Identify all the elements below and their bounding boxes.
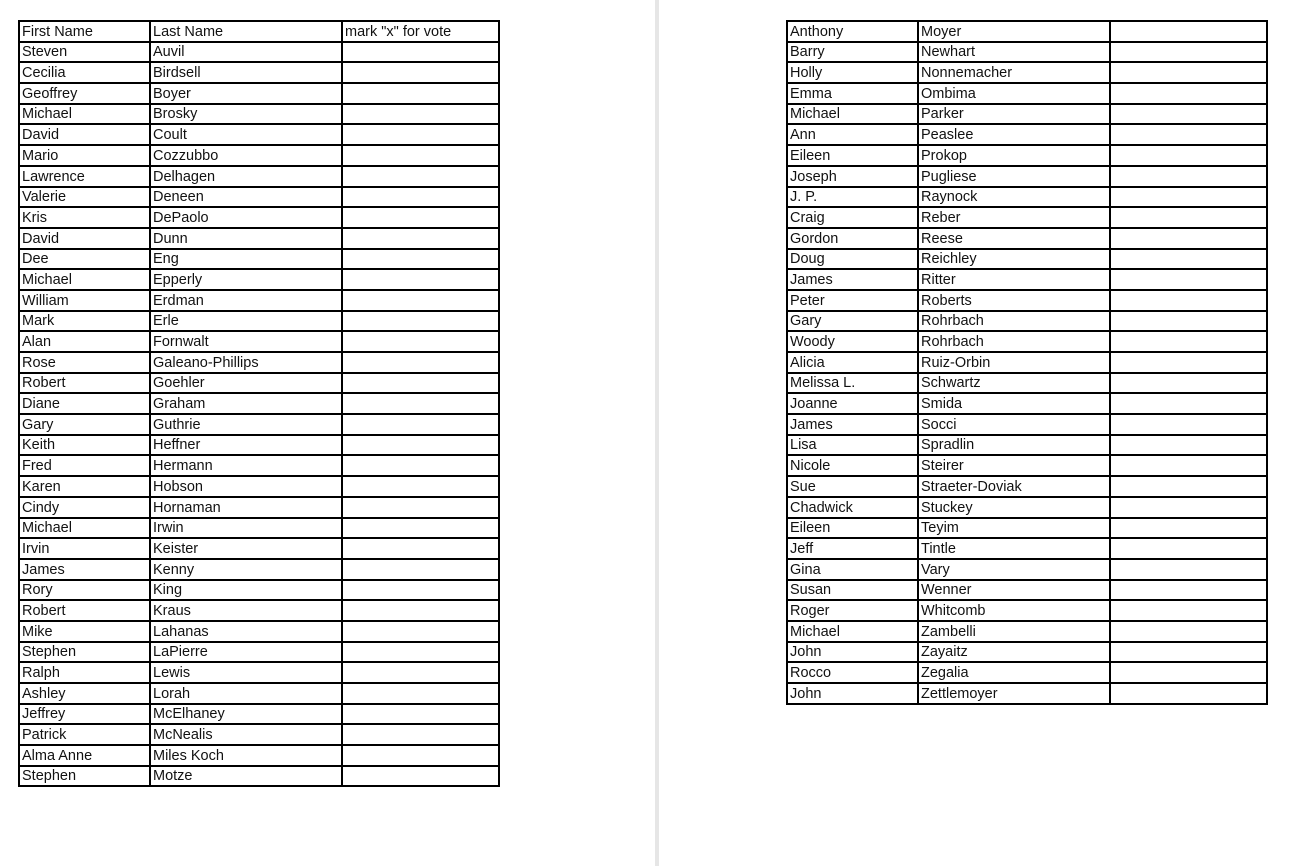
last-name-cell: Schwartz (918, 373, 1110, 394)
last-name-cell: Raynock (918, 187, 1110, 208)
table-row (19, 249, 499, 270)
first-name-cell: Irvin (19, 538, 150, 559)
last-name-cell: Newhart (918, 42, 1110, 63)
last-name-cell: Teyim (918, 518, 1110, 539)
table-row (19, 455, 499, 476)
vote-cell[interactable] (342, 766, 499, 787)
table-row (787, 455, 1267, 476)
vote-cell[interactable] (342, 683, 499, 704)
table-row (19, 269, 499, 290)
first-name-cell: Peter (787, 290, 918, 311)
first-name-cell: Barry (787, 42, 918, 63)
table-row (19, 352, 499, 373)
table-row (19, 580, 499, 601)
first-name-cell: Jeff (787, 538, 918, 559)
last-name-cell: Stuckey (918, 497, 1110, 518)
first-name-cell: Michael (19, 518, 150, 539)
first-name-cell: Rose (19, 352, 150, 373)
first-name-cell: Stephen (19, 642, 150, 663)
header-vote: mark "x" for vote (342, 21, 499, 42)
last-name-cell: Deneen (150, 187, 342, 208)
last-name-cell: Hobson (150, 476, 342, 497)
table-row (19, 704, 499, 725)
vote-cell[interactable] (1110, 580, 1267, 601)
first-name-cell: Steven (19, 42, 150, 63)
first-name-cell: Cecilia (19, 62, 150, 83)
table-row (19, 124, 499, 145)
vote-cell[interactable] (1110, 104, 1267, 125)
last-name-cell: Zegalia (918, 662, 1110, 683)
table-row (787, 352, 1267, 373)
last-name-cell: LaPierre (150, 642, 342, 663)
last-name-cell: McNealis (150, 724, 342, 745)
last-name-cell: Ruiz-Orbin (918, 352, 1110, 373)
table-row (19, 83, 499, 104)
vote-cell[interactable] (342, 228, 499, 249)
last-name-cell: Nonnemacher (918, 62, 1110, 83)
vote-cell[interactable] (342, 559, 499, 580)
first-name-cell: Lawrence (19, 166, 150, 187)
vote-cell[interactable] (342, 42, 499, 63)
vote-cell[interactable] (1110, 538, 1267, 559)
table-row (787, 145, 1267, 166)
last-name-cell: Rohrbach (918, 331, 1110, 352)
first-name-cell: Alma Anne (19, 745, 150, 766)
vote-cell[interactable] (1110, 187, 1267, 208)
last-name-cell: Coult (150, 124, 342, 145)
table-row (787, 373, 1267, 394)
last-name-cell: Vary (918, 559, 1110, 580)
table-row (19, 724, 499, 745)
first-name-cell: J. P. (787, 187, 918, 208)
last-name-cell: Pugliese (918, 166, 1110, 187)
first-name-cell: Dee (19, 249, 150, 270)
vote-cell[interactable] (1110, 518, 1267, 539)
last-name-cell: King (150, 580, 342, 601)
table-row (787, 642, 1267, 663)
vote-cell[interactable] (1110, 435, 1267, 456)
last-name-cell: Wenner (918, 580, 1110, 601)
first-name-cell: Gary (19, 414, 150, 435)
vote-cell[interactable] (342, 642, 499, 663)
table-row (787, 331, 1267, 352)
table-row (787, 21, 1267, 42)
last-name-cell: Prokop (918, 145, 1110, 166)
table-row (787, 83, 1267, 104)
vote-cell[interactable] (342, 600, 499, 621)
last-name-cell: Dunn (150, 228, 342, 249)
first-name-cell: Gordon (787, 228, 918, 249)
last-name-cell: Spradlin (918, 435, 1110, 456)
last-name-cell: Socci (918, 414, 1110, 435)
first-name-cell: Ralph (19, 662, 150, 683)
last-name-cell: McElhaney (150, 704, 342, 725)
first-name-cell: Joseph (787, 166, 918, 187)
first-name-cell: Mario (19, 145, 150, 166)
first-name-cell: Robert (19, 600, 150, 621)
last-name-cell: Erle (150, 311, 342, 332)
vote-cell[interactable] (342, 187, 499, 208)
vote-cell[interactable] (1110, 662, 1267, 683)
first-name-cell: Craig (787, 207, 918, 228)
vote-cell[interactable] (342, 269, 499, 290)
table-row (787, 62, 1267, 83)
table-row (19, 745, 499, 766)
page-divider (655, 0, 659, 866)
last-name-cell: Delhagen (150, 166, 342, 187)
last-name-cell: Hornaman (150, 497, 342, 518)
last-name-cell: Guthrie (150, 414, 342, 435)
vote-cell[interactable] (342, 580, 499, 601)
table-row (787, 269, 1267, 290)
vote-cell[interactable] (342, 207, 499, 228)
vote-cell[interactable] (1110, 166, 1267, 187)
vote-cell[interactable] (342, 414, 499, 435)
vote-cell[interactable] (342, 62, 499, 83)
first-name-cell: Rocco (787, 662, 918, 683)
first-name-cell: Diane (19, 393, 150, 414)
last-name-cell: Goehler (150, 373, 342, 394)
table-row (19, 621, 499, 642)
first-name-cell: Eileen (787, 145, 918, 166)
vote-cell[interactable] (1110, 455, 1267, 476)
vote-cell[interactable] (342, 393, 499, 414)
first-name-cell: Woody (787, 331, 918, 352)
vote-cell[interactable] (342, 124, 499, 145)
first-name-cell: Ann (787, 124, 918, 145)
vote-cell[interactable] (1110, 559, 1267, 580)
last-name-cell: Reichley (918, 249, 1110, 270)
first-name-cell: Michael (19, 104, 150, 125)
last-name-cell: Graham (150, 393, 342, 414)
first-name-cell: Mark (19, 311, 150, 332)
first-name-cell: Gina (787, 559, 918, 580)
last-name-cell: Peaslee (918, 124, 1110, 145)
last-name-cell: Ombima (918, 83, 1110, 104)
last-name-cell: Irwin (150, 518, 342, 539)
first-name-cell: Gary (787, 311, 918, 332)
table-row (787, 393, 1267, 414)
table-row (19, 331, 499, 352)
first-name-cell: Keith (19, 435, 150, 456)
vote-cell[interactable] (342, 331, 499, 352)
last-name-cell: Zettlemoyer (918, 683, 1110, 704)
first-name-cell: Geoffrey (19, 83, 150, 104)
vote-cell[interactable] (1110, 373, 1267, 394)
table-row (787, 187, 1267, 208)
first-name-cell: James (19, 559, 150, 580)
vote-cell[interactable] (1110, 414, 1267, 435)
last-name-cell: Galeano-Phillips (150, 352, 342, 373)
table-row (19, 683, 499, 704)
table-row (19, 228, 499, 249)
vote-cell[interactable] (1110, 352, 1267, 373)
table-row (19, 311, 499, 332)
table-row (19, 559, 499, 580)
header-first-name: First Name (19, 21, 150, 42)
first-name-cell: Robert (19, 373, 150, 394)
last-name-cell: Motze (150, 766, 342, 787)
last-name-cell: Eng (150, 249, 342, 270)
first-name-cell: Roger (787, 600, 918, 621)
last-name-cell: Kenny (150, 559, 342, 580)
vote-cell[interactable] (1110, 393, 1267, 414)
table-row (19, 62, 499, 83)
last-name-cell: Heffner (150, 435, 342, 456)
vote-cell[interactable] (1110, 331, 1267, 352)
table-row (19, 42, 499, 63)
table-row (787, 497, 1267, 518)
last-name-cell: Lahanas (150, 621, 342, 642)
first-name-cell: Karen (19, 476, 150, 497)
last-name-cell: Roberts (918, 290, 1110, 311)
first-name-cell: Nicole (787, 455, 918, 476)
vote-cell[interactable] (342, 662, 499, 683)
vote-cell[interactable] (342, 724, 499, 745)
first-name-cell: John (787, 683, 918, 704)
first-name-cell: Doug (787, 249, 918, 270)
first-name-cell: Lisa (787, 435, 918, 456)
table-row (787, 683, 1267, 704)
table-row (19, 662, 499, 683)
vote-cell[interactable] (342, 249, 499, 270)
table-row (19, 497, 499, 518)
first-name-cell: David (19, 124, 150, 145)
first-name-cell: Michael (19, 269, 150, 290)
table-row (787, 662, 1267, 683)
first-name-cell: Eileen (787, 518, 918, 539)
last-name-cell: Moyer (918, 21, 1110, 42)
vote-cell[interactable] (342, 497, 499, 518)
first-name-cell: Melissa L. (787, 373, 918, 394)
vote-cell[interactable] (1110, 228, 1267, 249)
table-row (19, 290, 499, 311)
last-name-cell: Tintle (918, 538, 1110, 559)
first-name-cell: Rory (19, 580, 150, 601)
table-row (787, 228, 1267, 249)
vote-cell[interactable] (1110, 83, 1267, 104)
table-row (787, 435, 1267, 456)
first-name-cell: Susan (787, 580, 918, 601)
last-name-cell: Keister (150, 538, 342, 559)
table-row (787, 290, 1267, 311)
first-name-cell: William (19, 290, 150, 311)
vote-cell[interactable] (1110, 600, 1267, 621)
table-row (787, 249, 1267, 270)
vote-cell[interactable] (1110, 249, 1267, 270)
first-name-cell: James (787, 269, 918, 290)
last-name-cell: Lorah (150, 683, 342, 704)
first-name-cell: Kris (19, 207, 150, 228)
vote-cell[interactable] (1110, 497, 1267, 518)
first-name-cell: Alan (19, 331, 150, 352)
first-name-cell: Stephen (19, 766, 150, 787)
table-row (19, 166, 499, 187)
vote-cell[interactable] (342, 83, 499, 104)
table-row (787, 166, 1267, 187)
table-row (19, 414, 499, 435)
last-name-cell: Straeter-Doviak (918, 476, 1110, 497)
first-name-cell: John (787, 642, 918, 663)
vote-cell[interactable] (342, 538, 499, 559)
last-name-cell: Kraus (150, 600, 342, 621)
first-name-cell: Ashley (19, 683, 150, 704)
last-name-cell: Birdsell (150, 62, 342, 83)
vote-cell[interactable] (342, 145, 499, 166)
table-row (19, 518, 499, 539)
table-row (19, 642, 499, 663)
vote-cell[interactable] (1110, 42, 1267, 63)
last-name-cell: Whitcomb (918, 600, 1110, 621)
first-name-cell: Joanne (787, 393, 918, 414)
last-name-cell: Fornwalt (150, 331, 342, 352)
table-row (19, 766, 499, 787)
vote-cell[interactable] (1110, 207, 1267, 228)
vote-cell[interactable] (1110, 145, 1267, 166)
vote-cell[interactable] (342, 455, 499, 476)
table-row (787, 559, 1267, 580)
vote-cell[interactable] (1110, 642, 1267, 663)
table-row (787, 414, 1267, 435)
table-row (19, 104, 499, 125)
vote-cell[interactable] (1110, 290, 1267, 311)
last-name-cell: Smida (918, 393, 1110, 414)
vote-cell[interactable] (1110, 21, 1267, 42)
vote-cell[interactable] (1110, 62, 1267, 83)
table-row (19, 435, 499, 456)
vote-cell[interactable] (342, 704, 499, 725)
first-name-cell: David (19, 228, 150, 249)
first-name-cell: James (787, 414, 918, 435)
ballot-table-right (786, 20, 1268, 705)
table-row (787, 580, 1267, 601)
vote-cell[interactable] (342, 352, 499, 373)
vote-cell[interactable] (1110, 311, 1267, 332)
table-row (19, 207, 499, 228)
last-name-cell: Rohrbach (918, 311, 1110, 332)
vote-cell[interactable] (342, 166, 499, 187)
table-row (787, 600, 1267, 621)
last-name-cell: Lewis (150, 662, 342, 683)
vote-cell[interactable] (342, 476, 499, 497)
first-name-cell: Chadwick (787, 497, 918, 518)
vote-cell[interactable] (1110, 683, 1267, 704)
vote-cell[interactable] (342, 290, 499, 311)
first-name-cell: Patrick (19, 724, 150, 745)
last-name-cell: Boyer (150, 83, 342, 104)
last-name-cell: Parker (918, 104, 1110, 125)
last-name-cell: Reber (918, 207, 1110, 228)
first-name-cell: Michael (787, 104, 918, 125)
last-name-cell: Ritter (918, 269, 1110, 290)
last-name-cell: DePaolo (150, 207, 342, 228)
last-name-cell: Miles Koch (150, 745, 342, 766)
last-name-cell: Steirer (918, 455, 1110, 476)
table-row (787, 311, 1267, 332)
last-name-cell: Zayaitz (918, 642, 1110, 663)
table-row (19, 145, 499, 166)
last-name-cell: Epperly (150, 269, 342, 290)
vote-cell[interactable] (342, 518, 499, 539)
table-row (19, 393, 499, 414)
table-row (19, 476, 499, 497)
last-name-cell: Zambelli (918, 621, 1110, 642)
first-name-cell: Valerie (19, 187, 150, 208)
vote-cell[interactable] (342, 435, 499, 456)
first-name-cell: Fred (19, 455, 150, 476)
header-last-name: Last Name (150, 21, 342, 42)
last-name-cell: Hermann (150, 455, 342, 476)
first-name-cell: Anthony (787, 21, 918, 42)
vote-cell[interactable] (1110, 621, 1267, 642)
last-name-cell: Erdman (150, 290, 342, 311)
vote-cell[interactable] (342, 745, 499, 766)
last-name-cell: Reese (918, 228, 1110, 249)
ballot-table-left (18, 20, 500, 787)
table-row (19, 187, 499, 208)
table-row (787, 621, 1267, 642)
table-row (787, 207, 1267, 228)
vote-cell[interactable] (342, 104, 499, 125)
first-name-cell: Cindy (19, 497, 150, 518)
vote-cell[interactable] (1110, 124, 1267, 145)
first-name-cell: Alicia (787, 352, 918, 373)
last-name-cell: Auvil (150, 42, 342, 63)
vote-cell[interactable] (342, 621, 499, 642)
table-row (787, 476, 1267, 497)
table-row (787, 538, 1267, 559)
last-name-cell: Cozzubbo (150, 145, 342, 166)
vote-cell[interactable] (342, 373, 499, 394)
first-name-cell: Holly (787, 62, 918, 83)
table-row (19, 538, 499, 559)
table-row (787, 518, 1267, 539)
vote-cell[interactable] (1110, 476, 1267, 497)
header-row (19, 21, 499, 42)
last-name-cell: Brosky (150, 104, 342, 125)
vote-cell[interactable] (1110, 269, 1267, 290)
table-row (19, 600, 499, 621)
table-row (787, 124, 1267, 145)
table-row (787, 104, 1267, 125)
first-name-cell: Sue (787, 476, 918, 497)
table-row (787, 42, 1267, 63)
first-name-cell: Mike (19, 621, 150, 642)
vote-cell[interactable] (342, 311, 499, 332)
first-name-cell: Michael (787, 621, 918, 642)
table-row (19, 373, 499, 394)
first-name-cell: Emma (787, 83, 918, 104)
first-name-cell: Jeffrey (19, 704, 150, 725)
